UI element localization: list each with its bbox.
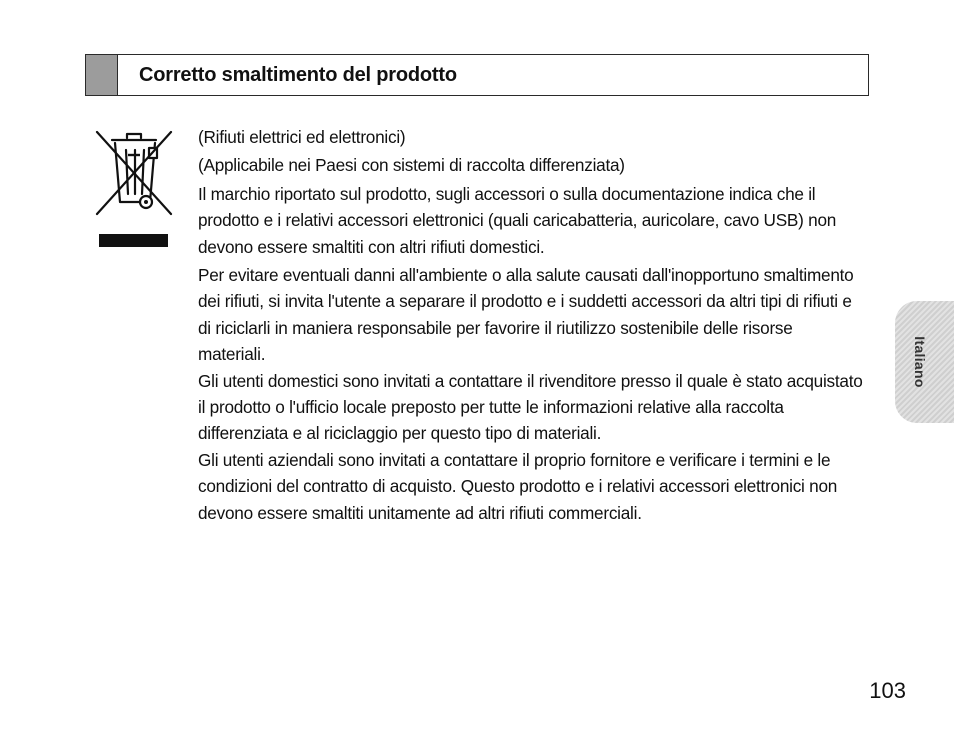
- paragraph-marking: Il marchio riportato sul prodotto, sugli accessori o sulla documentazione indica che il prodotto e i relativi accessori elettronici (quali caricabatteria, auricolare, cavo USB) non devono essere smaltiti con altri rifiuti domestici.: [198, 183, 837, 257]
- section-title: Corretto smaltimento del prodotto: [139, 63, 457, 86]
- paragraph-business-users: Gli utenti aziendali sono invitati a contattare il proprio fornitore e verificare i termini e le condizioni del contratto di acquisto. Questo prodotto e i relativi accessori elettronici non devono essere smaltiti unitamente ad altri rifiuti commerciali.: [198, 449, 838, 523]
- language-label: Italiano: [912, 336, 928, 388]
- language-side-tab: [895, 301, 954, 423]
- paragraph-household-users: Gli utenti domestici sono invitati a contattare il rivenditore presso il quale è stato acquistato il prodotto o l'ufficio locale preposto per tutte le informazioni relative alla raccolta differenziata e al riciclaggio per questo tipo di materiali.: [198, 370, 863, 444]
- section-header: [85, 54, 869, 96]
- paragraph-category: (Rifiuti elettrici ed elettronici): [198, 127, 406, 147]
- body-text: [198, 124, 864, 526]
- crossed-out-wheeled-bin-icon: [94, 128, 174, 228]
- paragraph-environment: Per evitare eventuali danni all'ambiente o alla salute causati dall'inopportuno smaltimento dei rifiuti, si invita l'utente a separare il prodotto e i suddetti accessori da altri tipi di rifiuti e di riciclarli in maniera responsabile per favorire il riutilizzo sostenibile delle risorse materiali.: [198, 265, 854, 365]
- weee-symbol: [94, 128, 174, 252]
- paragraph-applicability: (Applicabile nei Paesi con sistemi di raccolta differenziata): [198, 155, 625, 176]
- header-color-swatch: [86, 55, 118, 95]
- weee-underline-bar: [99, 234, 168, 247]
- page-number: 103: [869, 678, 906, 703]
